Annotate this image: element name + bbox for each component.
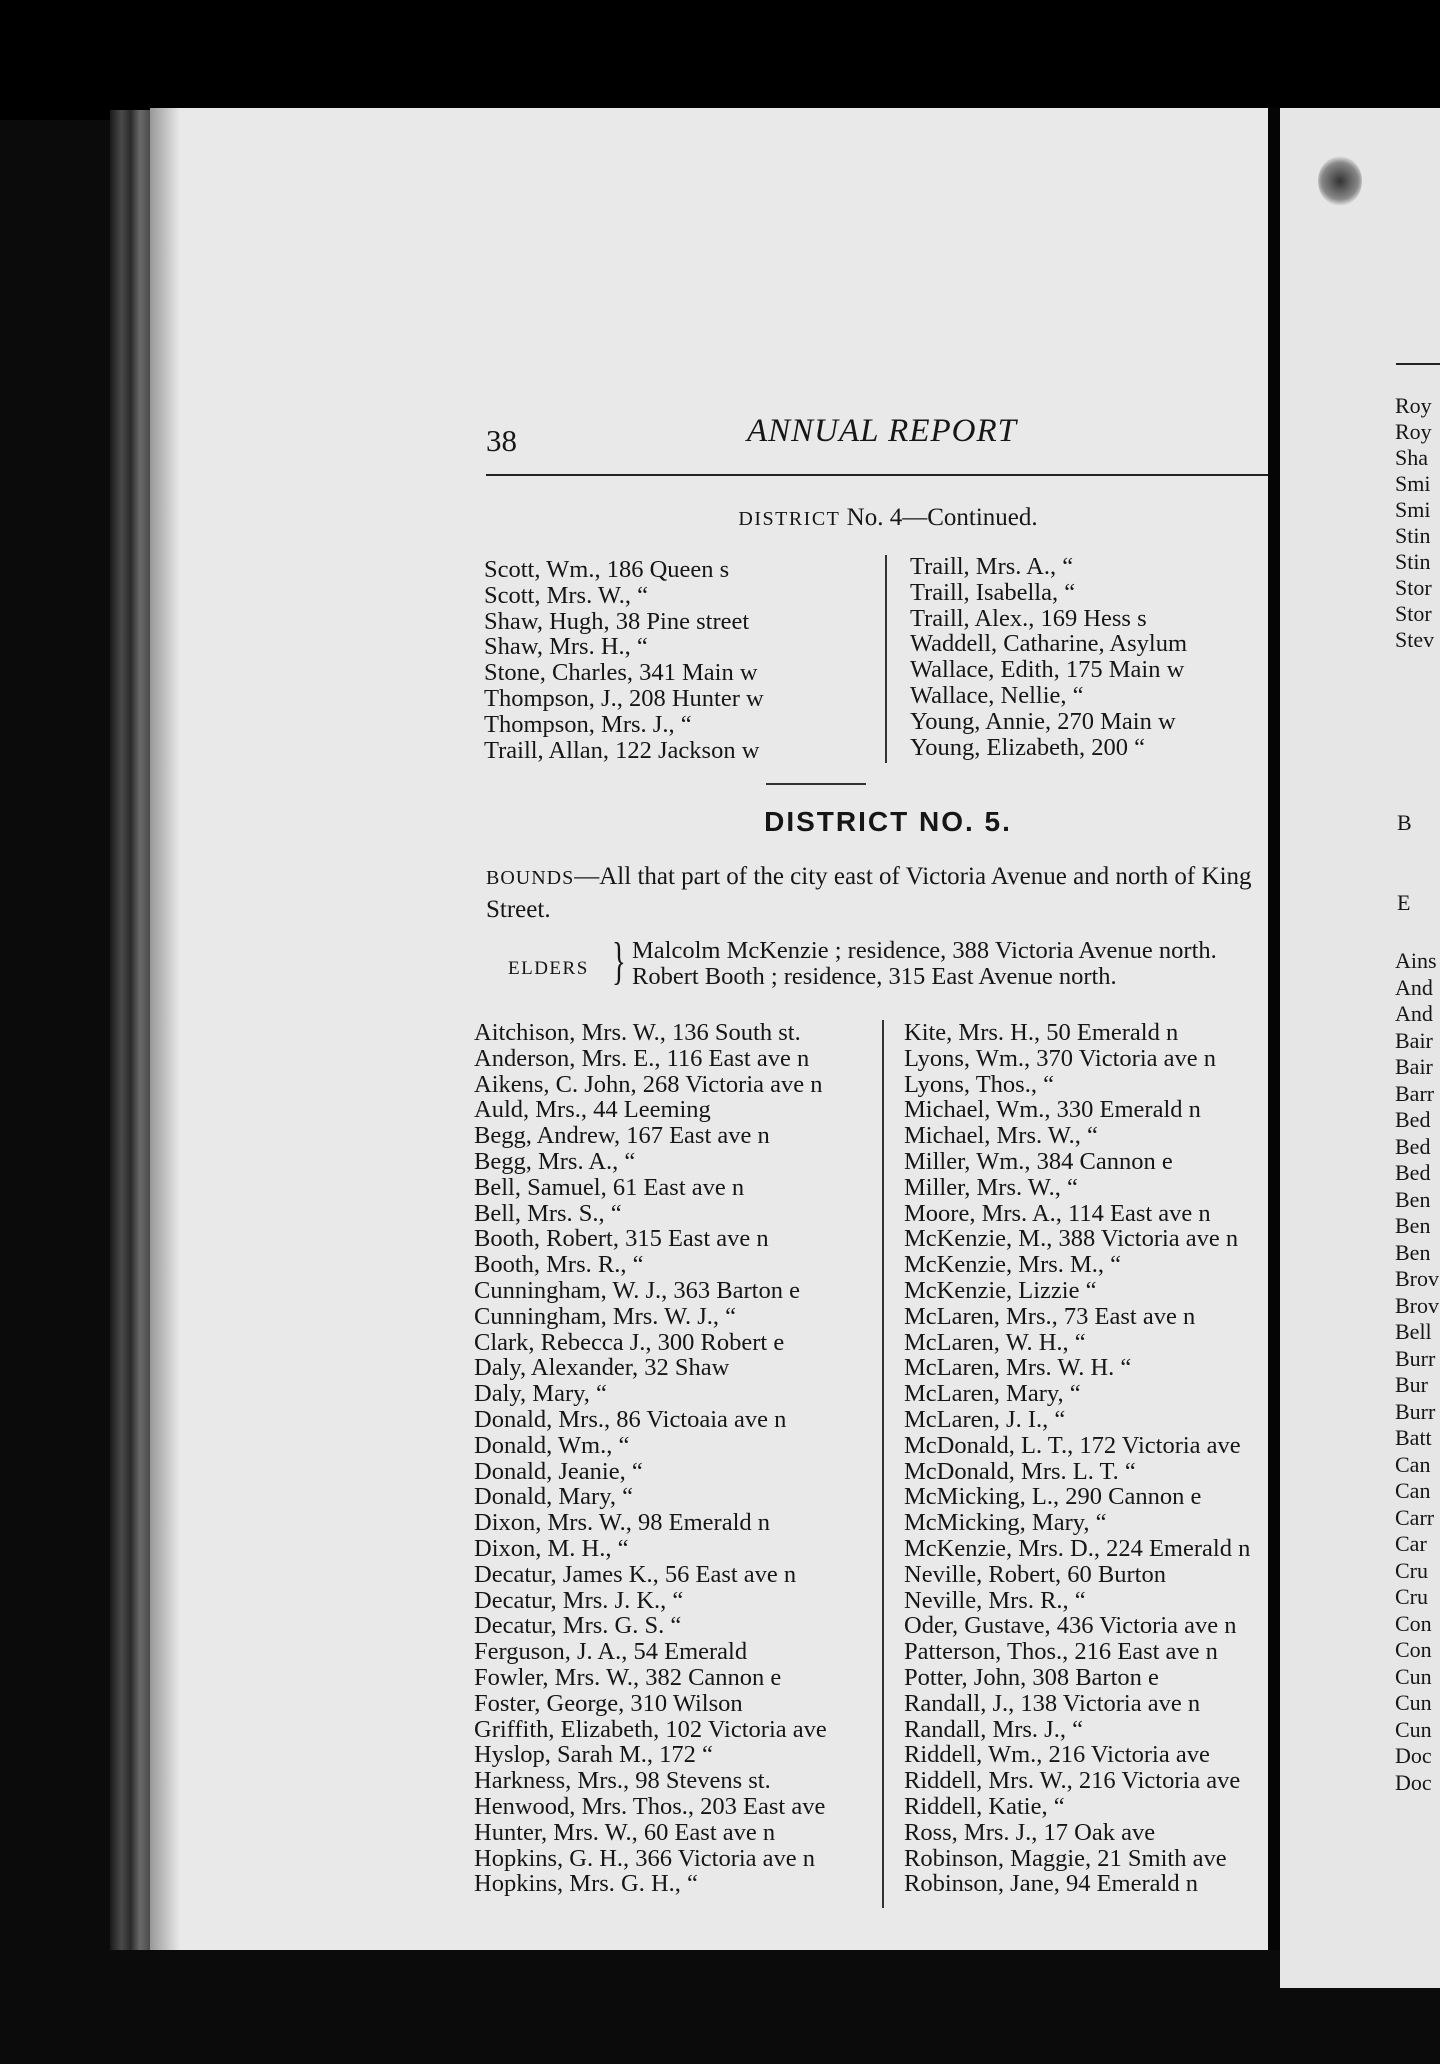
directory-entry: Booth, Robert, 315 East ave n xyxy=(474,1225,769,1253)
directory-entry: Donald, Mrs., 86 Victoaia ave n xyxy=(474,1405,787,1433)
district4-column-divider xyxy=(885,555,887,763)
directory-entry: Bell, Samuel, 61 East ave n xyxy=(474,1173,745,1201)
directory-entry: Harkness, Mrs., 98 Stevens st. xyxy=(474,1767,771,1795)
district5-bounds xyxy=(486,861,1306,926)
directory-entry: Neville, Mrs. R., “ xyxy=(904,1586,1086,1614)
directory-entry: Miller, Wm., 384 Cannon e xyxy=(904,1147,1173,1175)
directory-entry: Randall, Mrs. J., “ xyxy=(904,1715,1083,1743)
next-page-fragment: Burr xyxy=(1395,1345,1436,1371)
next-page-fragment: B xyxy=(1397,810,1412,835)
next-page-fragment: Car xyxy=(1395,1531,1427,1556)
directory-entry: Shaw, Hugh, 38 Pine street xyxy=(484,607,750,635)
directory-entry: Robinson, Jane, 94 Emerald n xyxy=(904,1870,1198,1898)
next-page-fragment: Ben xyxy=(1395,1239,1431,1265)
directory-entry: Begg, Mrs. A., “ xyxy=(474,1147,636,1175)
district5-right-column xyxy=(904,1020,1250,1897)
directory-entry: Dixon, M. H., “ xyxy=(474,1534,629,1562)
next-page-fragment: Stin xyxy=(1395,549,1431,574)
district5-title: DISTRICT NO. 5. xyxy=(764,806,1012,837)
directory-entry: Hopkins, Mrs. G. H., “ xyxy=(474,1870,698,1898)
directory-entry: Decatur, Mrs. J. K., “ xyxy=(474,1586,684,1614)
next-page-fragment: Can xyxy=(1395,1451,1431,1477)
section-separator xyxy=(766,783,866,785)
next-page-fragment: Ben xyxy=(1395,1213,1431,1238)
directory-entry: Kite, Mrs. H., 50 Emerald n xyxy=(904,1019,1179,1046)
directory-entry: Riddell, Mrs. W., 216 Victoria ave xyxy=(904,1767,1241,1795)
stain-spot xyxy=(1318,156,1362,206)
directory-entry: Cunningham, Mrs. W. J., “ xyxy=(474,1302,737,1330)
header-rule xyxy=(486,474,1290,476)
elders-brace: } xyxy=(612,933,626,990)
directory-entry: Lyons, Thos., “ xyxy=(904,1070,1054,1098)
next-page-fragment: Ben xyxy=(1395,1186,1431,1212)
directory-entry: Henwood, Mrs. Thos., 203 East ave xyxy=(474,1792,826,1820)
next-page-fragment: Con xyxy=(1395,1637,1432,1662)
next-page-fragment: Burr xyxy=(1395,1398,1436,1424)
next-page-fragment: Barr xyxy=(1395,1080,1435,1106)
directory-entry: Donald, Mary, “ xyxy=(474,1483,633,1511)
next-page-fragment: Smi xyxy=(1395,471,1431,496)
next-page-fragment: Sha xyxy=(1395,445,1428,470)
page-right-partial xyxy=(1280,108,1440,1988)
next-page-fragment: Roy xyxy=(1395,393,1432,418)
directory-entry: McLaren, Mrs., 73 East ave n xyxy=(904,1302,1196,1330)
directory-entry: Thompson, J., 208 Hunter w xyxy=(484,684,764,712)
next-page-fragment: Bur xyxy=(1395,1372,1428,1397)
directory-entry: Aikens, C. John, 268 Victoria ave n xyxy=(474,1070,823,1098)
bounds-label: BOUNDS xyxy=(486,867,575,889)
next-page-fragment: Cru xyxy=(1395,1557,1428,1583)
directory-entry: Ferguson, J. A., 54 Emerald xyxy=(474,1638,748,1666)
bounds-text: —All that part of the city east of Victoria Avenue and north of King Street. xyxy=(486,863,1252,923)
directory-entry: McDonald, L. T., 172 Victoria ave xyxy=(904,1431,1241,1459)
directory-entry: McKenzie, Mrs. M., “ xyxy=(904,1251,1122,1279)
page-left xyxy=(150,108,1268,1950)
directory-entry: Auld, Mrs., 44 Leeming xyxy=(474,1096,711,1124)
page-number: 38 xyxy=(486,423,517,458)
next-page-fragment: Bed xyxy=(1395,1133,1431,1159)
next-page-fragment: And xyxy=(1395,1001,1433,1026)
next-page-fragment: Bair xyxy=(1395,1054,1433,1079)
next-page-fragment: And xyxy=(1395,974,1433,1000)
directory-entry: Riddell, Wm., 216 Victoria ave xyxy=(904,1741,1210,1769)
directory-entry: Young, Annie, 270 Main w xyxy=(910,707,1176,735)
directory-entry: Robinson, Maggie, 21 Smith ave xyxy=(904,1844,1227,1872)
directory-entry: Randall, J., 138 Victoria ave n xyxy=(904,1689,1201,1717)
directory-entry: Traill, Isabella, “ xyxy=(910,578,1076,606)
elders-list xyxy=(632,938,1217,990)
directory-entry: Daly, Alexander, 32 Shaw xyxy=(474,1354,730,1382)
directory-entry: Potter, John, 308 Barton e xyxy=(904,1663,1159,1691)
directory-entry: Bell, Mrs. S., “ xyxy=(474,1199,622,1227)
directory-entry: Donald, Wm., “ xyxy=(474,1431,630,1459)
header-title: ANNUAL REPORT xyxy=(747,413,1017,449)
book-gutter xyxy=(1268,108,1280,1950)
next-page-fragment: Brov xyxy=(1395,1266,1439,1291)
directory-entry: Waddell, Catharine, Asylum xyxy=(910,630,1188,658)
directory-entry: Neville, Robert, 60 Burton xyxy=(904,1560,1166,1588)
background xyxy=(0,0,1440,120)
directory-entry: Griffith, Elizabeth, 102 Victoria ave xyxy=(474,1715,827,1743)
directory-entry: Michael, Wm., 330 Emerald n xyxy=(904,1096,1201,1124)
directory-entry: Oder, Gustave, 436 Victoria ave n xyxy=(904,1612,1237,1640)
directory-entry: Clark, Rebecca J., 300 Robert e xyxy=(474,1328,785,1356)
next-page-fragment: Ains xyxy=(1395,948,1437,973)
next-page-fragment: Bed xyxy=(1395,1107,1431,1132)
directory-entry: Shaw, Mrs. H., “ xyxy=(484,633,648,661)
directory-entry: McLaren, J. I., “ xyxy=(904,1405,1066,1433)
directory-entry: McLaren, W. H., “ xyxy=(904,1328,1086,1356)
directory-entry: Scott, Wm., 186 Queen s xyxy=(484,556,730,583)
directory-entry: Decatur, James K., 56 East ave n xyxy=(474,1560,797,1588)
directory-entry: Moore, Mrs. A., 114 East ave n xyxy=(904,1199,1211,1227)
directory-entry: McLaren, Mary, “ xyxy=(904,1380,1081,1408)
directory-entry: Begg, Andrew, 167 East ave n xyxy=(474,1122,770,1150)
directory-entry: Donald, Jeanie, “ xyxy=(474,1457,643,1485)
directory-entry: Lyons, Wm., 370 Victoria ave n xyxy=(904,1044,1216,1072)
district4-right-column xyxy=(910,554,1187,760)
directory-entry: Fowler, Mrs. W., 382 Cannon e xyxy=(474,1663,782,1691)
elder-entry: Malcolm McKenzie ; residence, 388 Victoria Avenue north. xyxy=(632,937,1217,964)
next-page-fragment: Can xyxy=(1395,1478,1431,1503)
directory-entry: Riddell, Katie, “ xyxy=(904,1792,1065,1820)
district5-left-column xyxy=(474,1020,827,1897)
directory-entry: Hopkins, G. H., 366 Victoria ave n xyxy=(474,1844,816,1872)
next-page-fragment: Doc xyxy=(1395,1769,1432,1795)
next-page-fragment: Stor xyxy=(1395,601,1432,626)
next-page-fragment: Cru xyxy=(1395,1584,1428,1609)
next-page-fragment: Carr xyxy=(1395,1504,1435,1530)
next-page-fragment: Bair xyxy=(1395,1027,1433,1053)
directory-entry: Miller, Mrs. W., “ xyxy=(904,1173,1078,1201)
next-page-fragment: Stin xyxy=(1395,523,1431,548)
directory-entry: Scott, Mrs. W., “ xyxy=(484,581,649,609)
next-page-fragment: Stev xyxy=(1395,627,1435,652)
next-page-fragment: Stor xyxy=(1395,575,1432,600)
directory-entry: Dixon, Mrs. W., 98 Emerald n xyxy=(474,1509,771,1537)
directory-entry: Hyslop, Sarah M., 172 “ xyxy=(474,1741,713,1769)
district4-title xyxy=(486,504,1290,532)
next-page-fragment: Batt xyxy=(1395,1425,1432,1450)
directory-entry: Wallace, Nellie, “ xyxy=(910,681,1084,709)
next-page-fragment: Cun xyxy=(1395,1690,1432,1715)
directory-entry: Foster, George, 310 Wilson xyxy=(474,1689,743,1717)
directory-entry: McKenzie, Lizzie “ xyxy=(904,1276,1097,1304)
next-page-fragment: Doc xyxy=(1395,1743,1432,1768)
elder-entry: Robert Booth ; residence, 315 East Avenue north. xyxy=(632,963,1117,990)
next-page-fragment: E xyxy=(1397,890,1411,915)
next-page-fragment: Cun xyxy=(1395,1716,1432,1742)
directory-entry: Wallace, Edith, 175 Main w xyxy=(910,656,1185,684)
next-page-top-fragments xyxy=(1395,393,1434,653)
directory-entry: McLaren, Mrs. W. H. “ xyxy=(904,1354,1132,1382)
next-page-fragment: Bell xyxy=(1395,1319,1432,1344)
directory-entry: Patterson, Thos., 216 East ave n xyxy=(904,1638,1218,1666)
directory-entry: Aitchison, Mrs. W., 136 South st. xyxy=(474,1019,801,1046)
next-page-fragment: Bed xyxy=(1395,1160,1431,1185)
directory-entry: Traill, Alex., 169 Hess s xyxy=(910,604,1147,632)
next-page-rule xyxy=(1396,363,1440,365)
district5-column-divider xyxy=(882,1020,884,1908)
directory-entry: McKenzie, Mrs. D., 224 Emerald n xyxy=(904,1534,1251,1562)
directory-entry: Booth, Mrs. R., “ xyxy=(474,1251,644,1279)
elders-label: ELDERS xyxy=(508,958,589,979)
directory-entry: Young, Elizabeth, 200 “ xyxy=(910,733,1145,761)
next-page-fragment: Smi xyxy=(1395,497,1431,522)
next-page-fragment: Con xyxy=(1395,1610,1432,1636)
directory-entry: McMicking, Mary, “ xyxy=(904,1509,1107,1537)
directory-entry: Traill, Allan, 122 Jackson w xyxy=(484,736,760,764)
district4-left-column xyxy=(484,557,764,763)
directory-entry: McKenzie, M., 388 Victoria ave n xyxy=(904,1225,1239,1253)
next-page-fragment: Brov xyxy=(1395,1292,1439,1318)
district4-title-rest: No. 4—Continued. xyxy=(840,504,1038,531)
directory-entry: Hunter, Mrs. W., 60 East ave n xyxy=(474,1818,776,1846)
directory-entry: Stone, Charles, 341 Main w xyxy=(484,659,758,687)
directory-entry: Traill, Mrs. A., “ xyxy=(910,553,1074,580)
directory-entry: Decatur, Mrs. G. S. “ xyxy=(474,1612,682,1640)
directory-entry: McDonald, Mrs. L. T. “ xyxy=(904,1457,1136,1485)
next-page-bottom-fragments xyxy=(1395,948,1439,1796)
next-page-fragment: Roy xyxy=(1395,419,1432,444)
next-page-fragment: Cun xyxy=(1395,1663,1432,1689)
directory-entry: Daly, Mary, “ xyxy=(474,1380,607,1408)
directory-entry: Anderson, Mrs. E., 116 East ave n xyxy=(474,1044,810,1072)
directory-entry: McMicking, L., 290 Cannon e xyxy=(904,1483,1202,1511)
directory-entry: Michael, Mrs. W., “ xyxy=(904,1122,1098,1150)
district4-title-label: DISTRICT xyxy=(738,508,841,530)
directory-entry: Ross, Mrs. J., 17 Oak ave xyxy=(904,1818,1156,1846)
directory-entry: Cunningham, W. J., 363 Barton e xyxy=(474,1276,800,1304)
page-shadow xyxy=(150,108,180,1950)
directory-entry: Thompson, Mrs. J., “ xyxy=(484,710,692,738)
